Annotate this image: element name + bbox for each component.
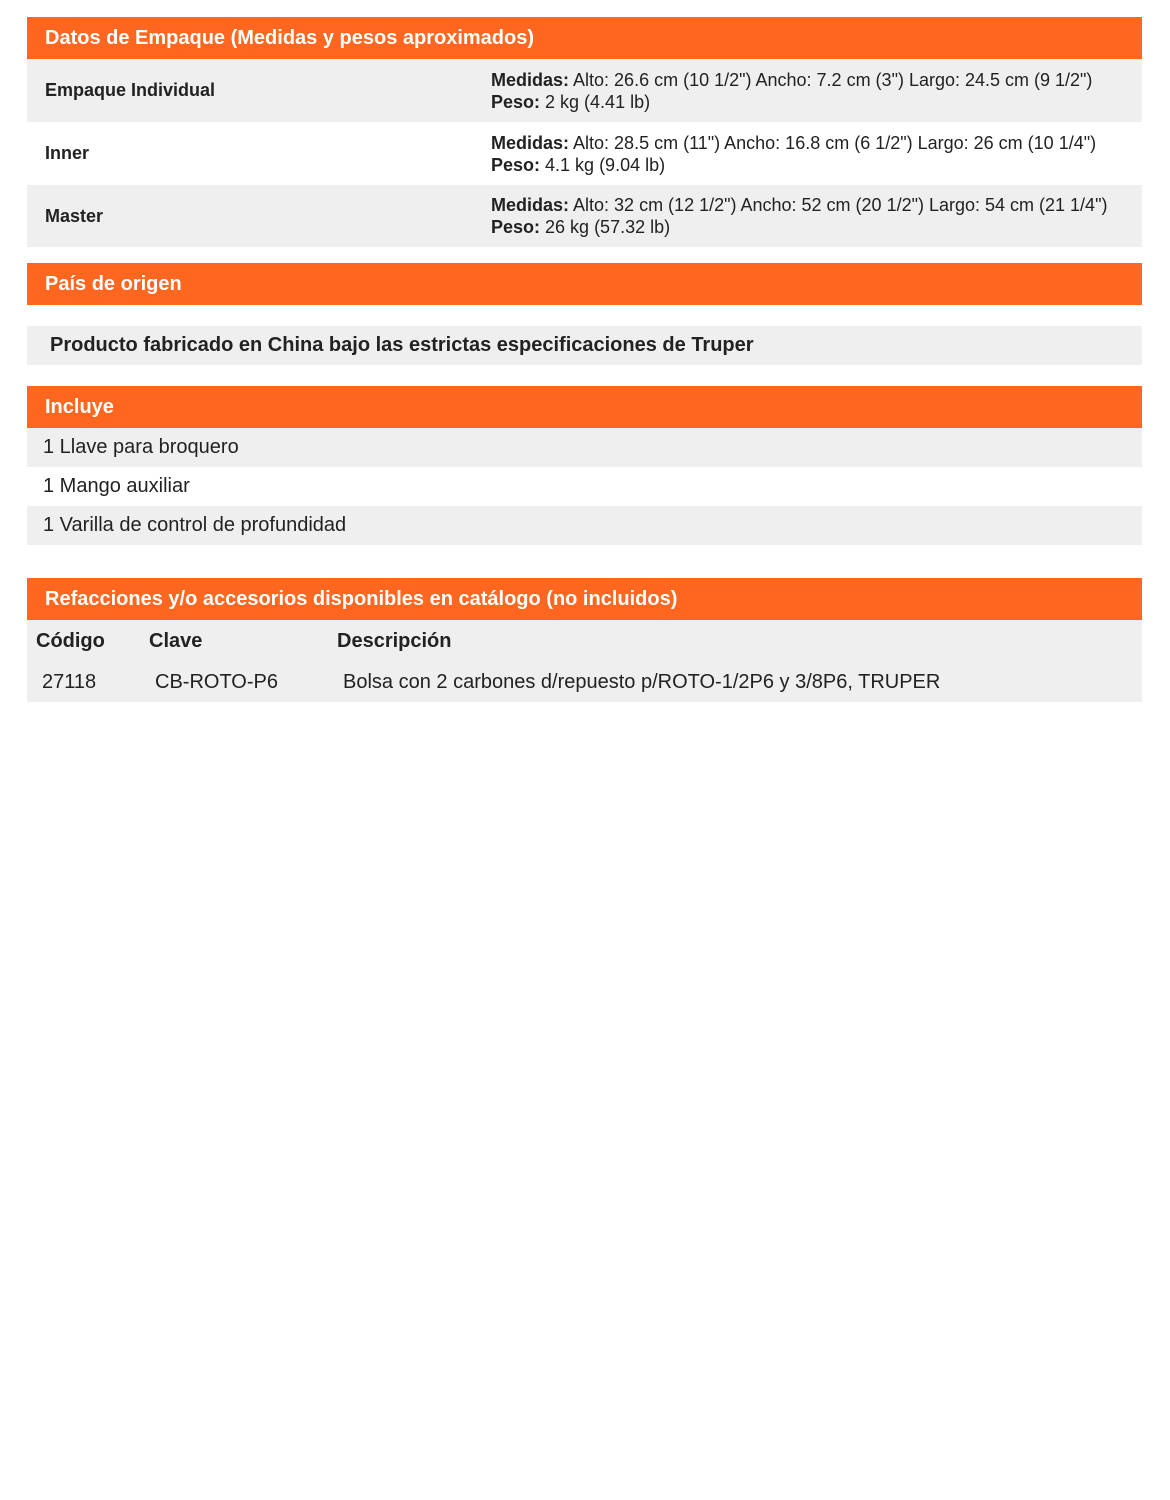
list-item: 1 Varilla de control de profundidad (27, 506, 1142, 545)
table-row (27, 662, 1142, 702)
weight-value: 26 kg (57.32 lb) (540, 217, 671, 237)
column-header-description: Descripción (337, 630, 452, 652)
packaging-row-inner (27, 122, 1142, 185)
measures-value: Alto: 28.5 cm (11") Ancho: 16.8 cm (6 1/2") Largo: 26 cm (10 1/4") (569, 132, 1097, 153)
weight-label: Peso: (491, 217, 541, 237)
packaging-row-individual (27, 59, 1142, 122)
packaging-row-detail (491, 194, 1142, 238)
origin-header: País de origen (27, 263, 1142, 305)
packaging-header: Datos de Empaque (Medidas y pesos aproximados) (27, 17, 1142, 59)
packaging-section (27, 17, 1142, 247)
packaging-row-name: Empaque Individual (45, 80, 216, 100)
part-key: CB-ROTO-P6 (155, 671, 278, 693)
includes-section (27, 386, 1142, 545)
packaging-row-name: Inner (45, 143, 90, 163)
measures-value: Alto: 26.6 cm (10 1/2") Ancho: 7.2 cm (3") Largo: 24.5 cm (9 1/2") (569, 69, 1093, 90)
parts-section (27, 578, 1142, 702)
parts-table-header (27, 620, 1142, 662)
weight-label: Peso: (491, 91, 541, 112)
measures-label: Medidas: (491, 195, 570, 215)
includes-header: Incluye (27, 386, 1142, 428)
list-item: 1 Mango auxiliar (43, 475, 190, 497)
weight-label: Peso: (491, 154, 541, 175)
product-spec-page (27, 17, 1142, 702)
weight-value: 4.1 kg (9.04 lb) (540, 154, 666, 175)
packaging-row-detail (491, 132, 1142, 176)
origin-text: Producto fabricado en China bajo las estrictas especificaciones de Truper (27, 326, 1142, 365)
column-header-key: Clave (149, 630, 203, 652)
part-description: Bolsa con 2 carbones d/repuesto p/ROTO-1/2P6 y 3/8P6, TRUPER (343, 671, 941, 693)
origin-section (27, 263, 1142, 365)
packaging-row-name: Master (45, 205, 104, 226)
weight-value: 2 kg (4.41 lb) (540, 91, 651, 112)
parts-header: Refacciones y/o accesorios disponibles en catálogo (no incluidos) (27, 578, 1142, 620)
part-code: 27118 (42, 671, 97, 693)
packaging-row-master (27, 185, 1142, 247)
measures-value: Alto: 32 cm (12 1/2") Ancho: 52 cm (20 1/2") Largo: 54 cm (21 1/4") (569, 195, 1108, 215)
measures-label: Medidas: (491, 132, 570, 153)
packaging-row-detail (491, 69, 1142, 113)
list-item: 1 Llave para broquero (27, 428, 1142, 467)
measures-label: Medidas: (491, 69, 570, 90)
column-header-code: Código (36, 630, 105, 652)
